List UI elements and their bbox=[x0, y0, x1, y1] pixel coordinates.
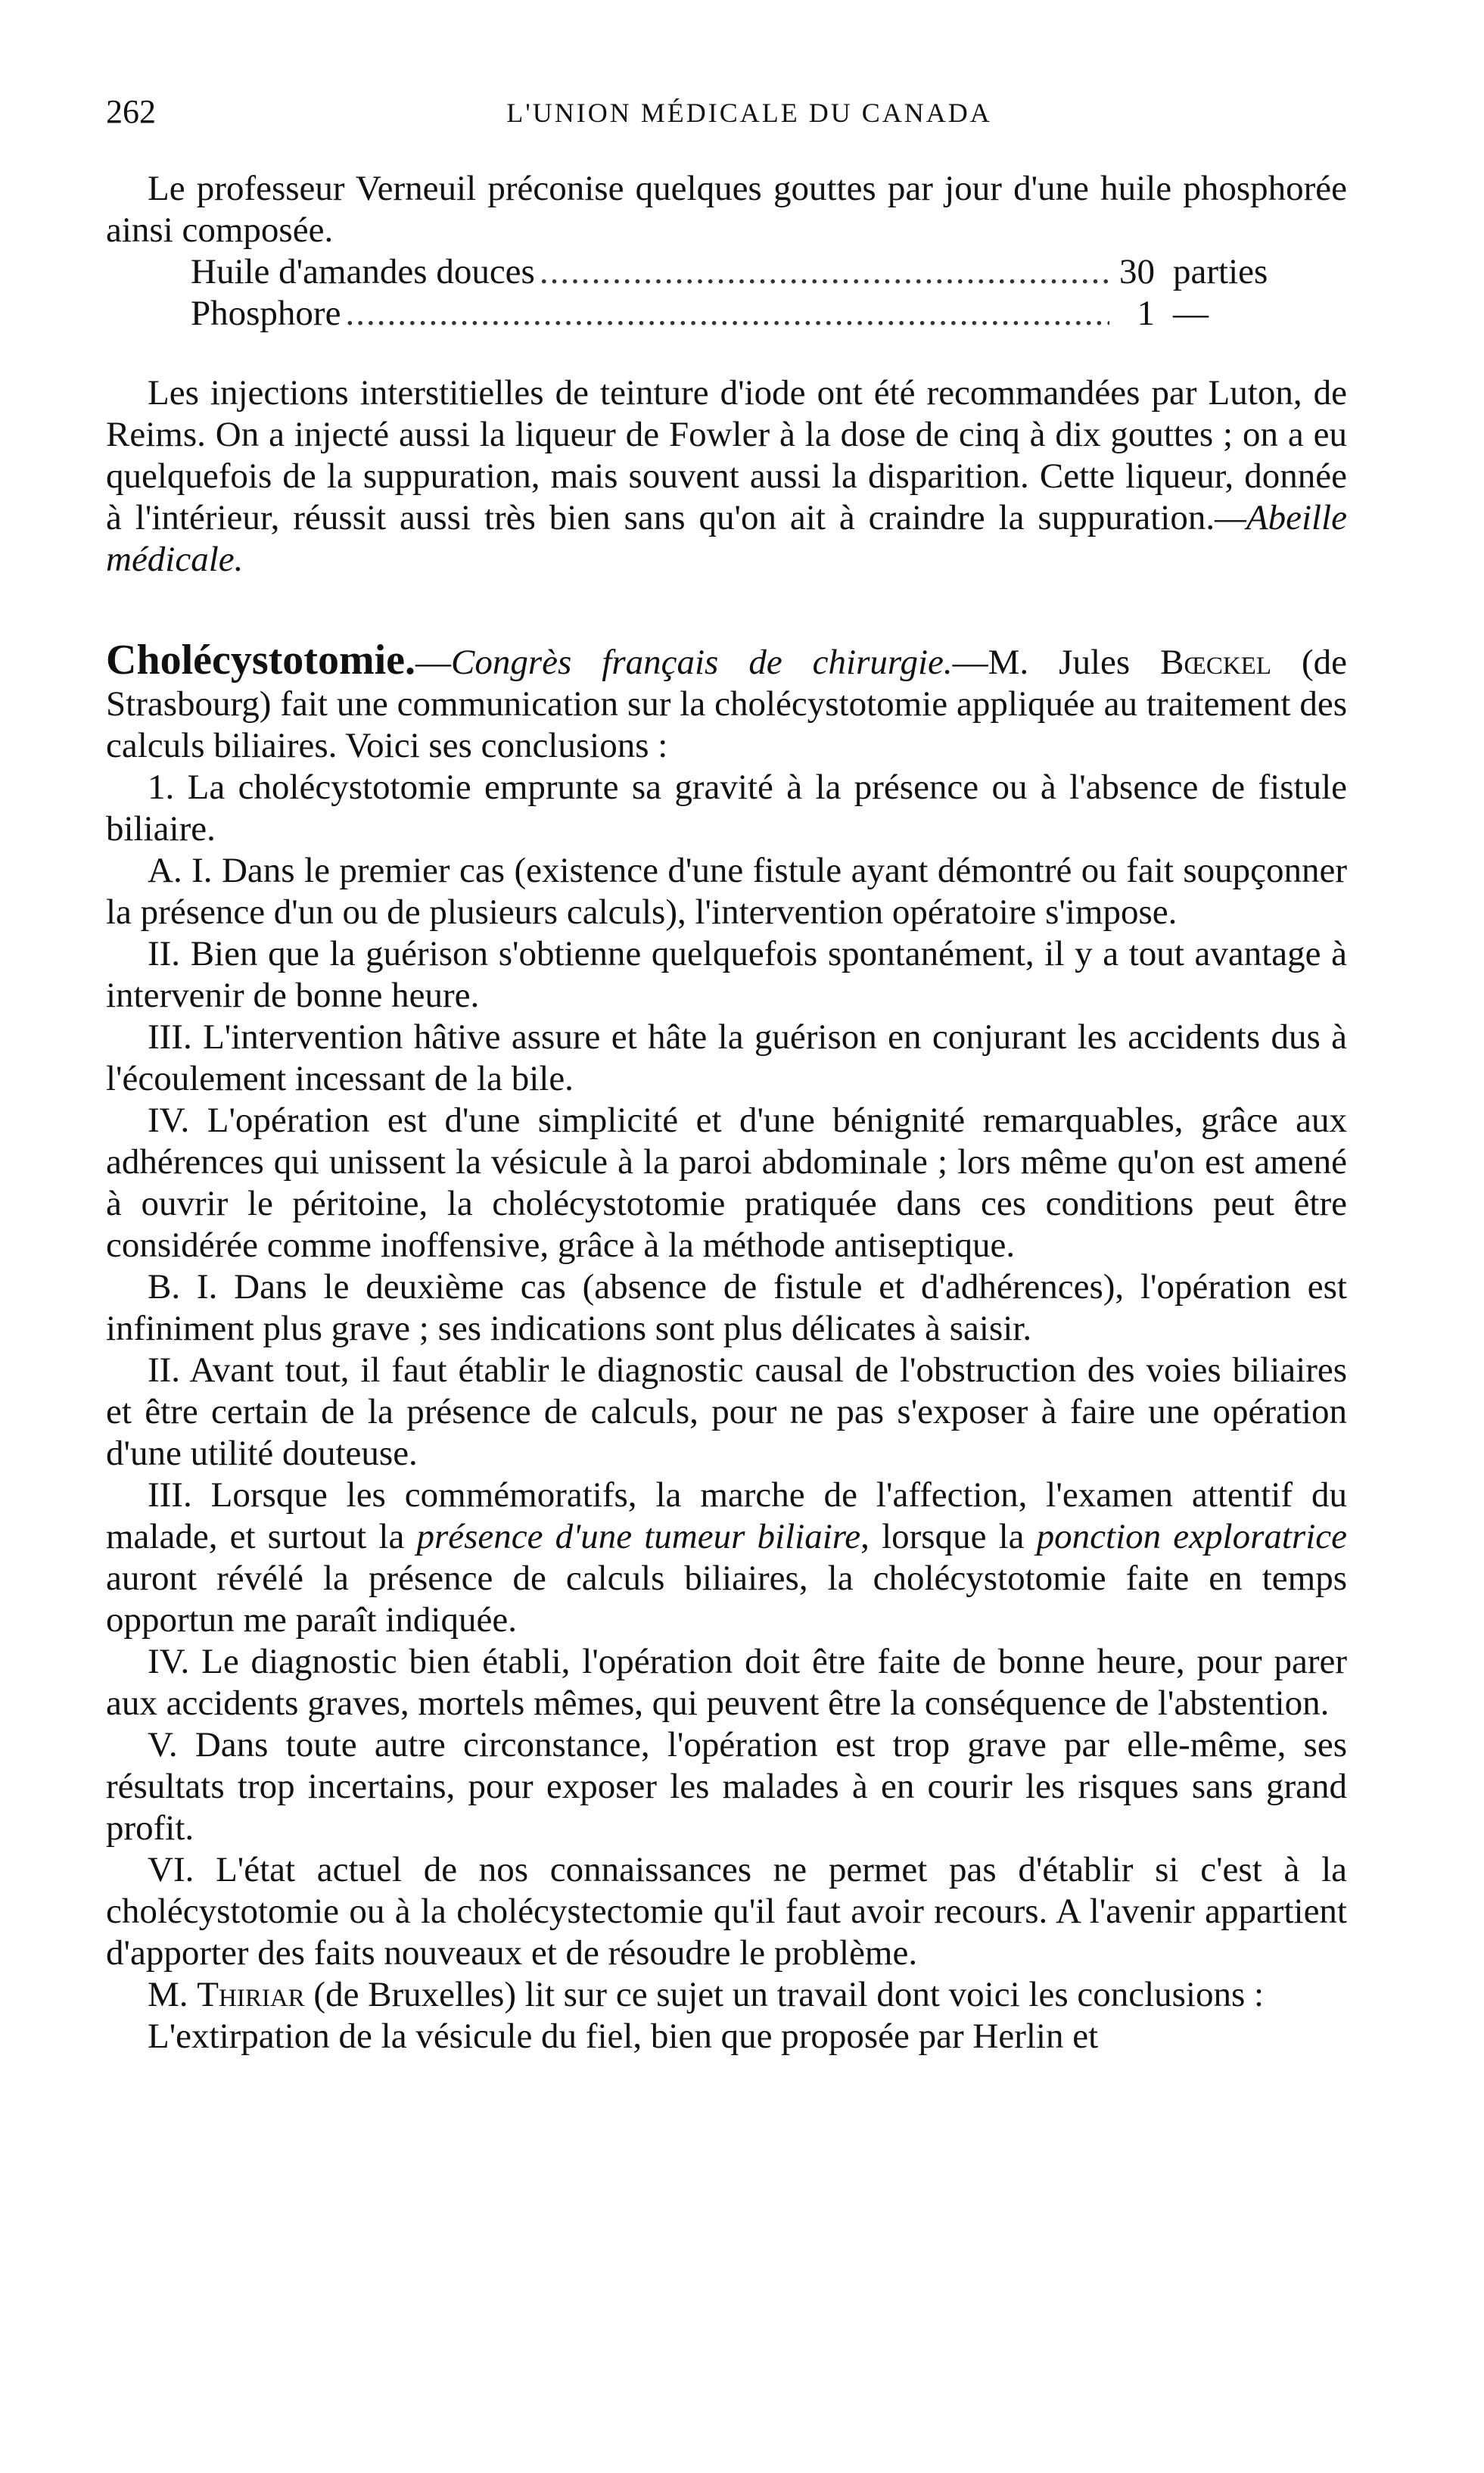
leader-dots bbox=[535, 251, 1109, 293]
thiriar-prefix: M. bbox=[148, 1975, 198, 2014]
ingredient-unit: — bbox=[1173, 294, 1209, 333]
author-name: Bœckel bbox=[1160, 643, 1271, 682]
conclusion-item: IV. Le diagnostic bien établi, l'opération doit être faite de bonne heure, pour parer aux accidents graves, mortels mêmes, qui peuvent être la conséquence de l'abstention. bbox=[106, 1642, 1347, 1723]
ingredient-name: Phosphore bbox=[191, 294, 341, 333]
page-number: 262 bbox=[106, 93, 156, 130]
injections-text: Les injections interstitielles de teinture d'iode ont été recommandées par Luton, de Reims. On a injecté aussi la liqueur de Fowler à la dose de cinq à dix gouttes ; on a eu quelquefois de la suppuration, mais souvent aussi la disparition. Cette liqueur, donnée à l'intérieur, réussit aussi très bien sans qu'on ait à craindre la suppuration. bbox=[106, 373, 1347, 537]
conclusion-text: , lorsque la bbox=[860, 1517, 1037, 1556]
conclusion-item: II. Bien que la guérison s'obtienne quelquefois spontanément, il y a tout avantage à intervenir de bonne heure. bbox=[106, 934, 1347, 1015]
emphasis-text: ponction exploratrice bbox=[1036, 1517, 1348, 1556]
section-heading: Cholécystotomie. bbox=[106, 637, 416, 684]
page-header bbox=[106, 92, 1392, 138]
recipe-row bbox=[191, 251, 1347, 293]
conclusion-item: B. I. Dans le deuxième cas (absence de fistule et d'adhérences), l'opération est infiniment plus grave ; ses indications sont plus délicates à saisir. bbox=[106, 1267, 1347, 1348]
conclusion-item: II. Avant tout, il faut établir le diagnostic causal de l'obstruction des voies biliaires et être certain de la présence de calculs, pour ne pas s'exposer à faire une opération d'une utilité douteuse. bbox=[106, 1350, 1347, 1473]
body-text bbox=[106, 168, 1347, 2057]
congress-name: Congrès français de chirurgie. bbox=[451, 643, 953, 682]
conclusion-text: auront révélé la présence de calculs biliaires, la cholécystotomie faite en temps opportun me paraît indiquée. bbox=[106, 1559, 1347, 1640]
conclusion-item bbox=[106, 1475, 1347, 1641]
ingredient-name: Huile d'amandes douces bbox=[191, 252, 535, 291]
paragraph-final-line: L'extirpation de la vésicule du fiel, bien que proposée par Herlin et bbox=[148, 2017, 1099, 2056]
paragraph-injections bbox=[106, 372, 1347, 581]
running-title: L'UNION MÉDICALE DU CANADA bbox=[506, 98, 992, 128]
ingredient-quantity: 1 bbox=[1137, 294, 1155, 333]
recipe-row bbox=[191, 293, 1347, 335]
section-intro bbox=[106, 637, 1347, 767]
leader-dots bbox=[341, 293, 1109, 335]
conclusion-item: VI. L'état actuel de nos connaissances ne permet pas d'établir si c'est à la cholécystotomie ou à la cholécystectomie qu'il faut avoir recours. A l'avenir appartient d'apporter des faits nouveaux et de résoudre le problème. bbox=[106, 1850, 1347, 1973]
thiriar-name: Thiriar bbox=[197, 1975, 305, 2014]
paragraph-thiriar bbox=[106, 1974, 1347, 2016]
author-prefix: —M. Jules bbox=[952, 643, 1161, 682]
conclusion-item: III. L'intervention hâtive assure et hâte la guérison en conjurant les accidents dus à l'écoulement incessant de la bile. bbox=[106, 1017, 1347, 1098]
conclusion-item: 1. La cholécystotomie emprunte sa gravité à la présence ou à l'absence de fistule biliaire. bbox=[106, 768, 1347, 849]
recipe-table bbox=[106, 251, 1347, 335]
section-lead: (de Strasbourg) fait une communication sur la cholécystotomie appliquée au traitement des calculs biliaires. Voici ses conclusions : bbox=[106, 643, 1347, 765]
heading-dash: — bbox=[415, 643, 452, 682]
thiriar-text: (de Bruxelles) lit sur ce sujet un travail dont voici les conclusions : bbox=[304, 1975, 1265, 2014]
ingredient-unit: parties bbox=[1173, 252, 1268, 291]
ingredient-quantity: 30 bbox=[1119, 252, 1155, 291]
paragraph-verneuil: Le professeur Verneuil préconise quelques gouttes par jour d'une huile phosphorée ainsi composée. bbox=[106, 169, 1347, 250]
conclusion-item: A. I. Dans le premier cas (existence d'une fistule ayant démontré ou fait soupçonner la présence d'un ou de plusieurs calculs), l'intervention opératoire s'impose. bbox=[106, 851, 1347, 932]
source-citation: —Abeille médicale. bbox=[106, 498, 1347, 579]
emphasis-text: présence d'une tumeur biliaire bbox=[416, 1517, 861, 1556]
conclusion-text: III. Lorsque les commémoratifs, la marche de l'affection, l'examen attentif du malade, et surtout la bbox=[106, 1475, 1347, 1556]
conclusion-item: V. Dans toute autre circonstance, l'opération est trop grave par elle-même, ses résultats trop incertains, pour exposer les malades à en courir les risques sans grand profit. bbox=[106, 1725, 1347, 1848]
conclusion-item: IV. L'opération est d'une simplicité et d'une bénignité remarquables, grâce aux adhérences qui unissent la vésicule à la paroi abdominale ; lors même qu'on est amené à ouvrir le péritoine, la cholécystotomie pratiquée dans ces conditions peut être considérée comme inoffensive, grâce à la méthode antiseptique. bbox=[106, 1101, 1347, 1265]
